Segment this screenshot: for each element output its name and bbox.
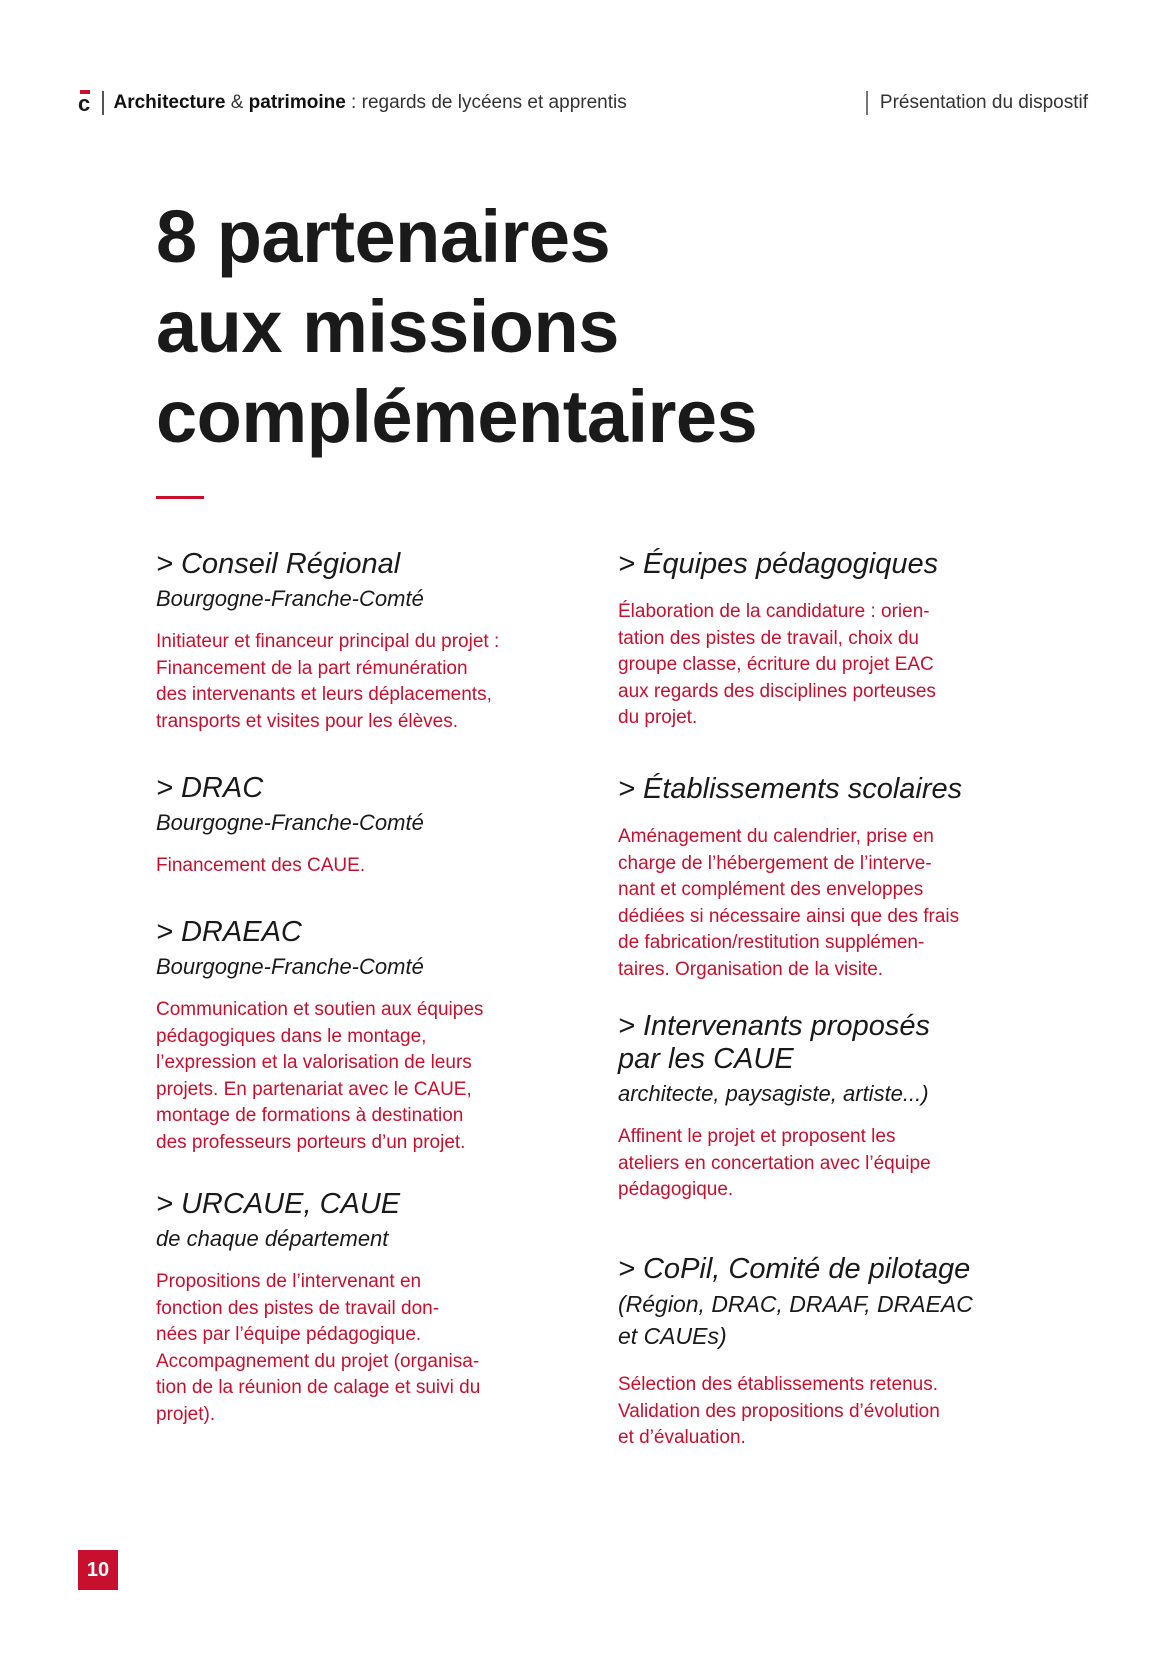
right-column (618, 548, 1038, 1452)
partner-drac (156, 772, 576, 916)
title-rest: : regards de lycéens et apprentis (345, 92, 627, 113)
title-accent-rule (156, 496, 204, 499)
title-bold-patrimoine: patrimoine (248, 92, 346, 113)
partner-etablissements-scolaires (618, 773, 1038, 1010)
left-column (156, 548, 576, 1428)
partner-heading: > Équipes pédagogiques (618, 548, 939, 580)
page-title (156, 192, 956, 462)
partner-description: Aménagement du calendrier, prise en charge de l’hébergement de l’interve- nant et complément des enveloppes dédiées si nécessaire ainsi que des frais de fabrication/restitution supplémen- taires. Organisation de la visite. (618, 826, 960, 980)
page-number: 10 (78, 1550, 118, 1590)
partner-heading: > CoPil, Comité de pilotage (618, 1253, 971, 1285)
partner-copil (618, 1253, 1038, 1452)
partner-urcaue-caue (156, 1188, 576, 1428)
partner-description: Financement des CAUE. (156, 855, 366, 876)
header-left (78, 88, 627, 118)
partner-description: Communication et soutien aux équipes pédagogiques dans le montage, l’expression et la valorisation de leurs projets. En partenariat avec le CAUE, montage de formations à destination des professeurs porteurs d’un projet. (156, 999, 484, 1153)
caue-logo-icon: c (78, 91, 91, 116)
page-header (78, 88, 1088, 118)
partner-subheading: architecte, paysagiste, artiste...) (618, 1081, 929, 1106)
partner-heading: > Établissements scolaires (618, 773, 963, 805)
partner-subheading: (Région, DRAC, DRAAF, DRAEAC et CAUEs) (618, 1291, 973, 1349)
partner-description: Propositions de l’intervenant en fonction des pistes de travail don- nées par l’équipe pédagogique. Accompagnement du projet (organisa- tion de la réunion de calage et suivi du projet). (156, 1271, 481, 1425)
partner-draeac (156, 916, 576, 1188)
partner-description: Sélection des établissements retenus. Validation des propositions d’évolution et d’évaluation. (618, 1374, 940, 1448)
page-title-line-1: 8 partenaires (156, 195, 611, 278)
partner-description: Affinent le projet et proposent les ateliers en concertation avec l’équipe pédagogique. (618, 1126, 931, 1200)
header-right (866, 88, 1088, 118)
section-name: Présentation du dispostif (879, 92, 1088, 113)
partner-subheading: Bourgogne-Franche-Comté (156, 586, 424, 611)
publication-title (114, 92, 627, 114)
partner-description: Initiateur et financeur principal du projet : Financement de la part rémunération des intervenants et leurs déplacements, transports et visites pour les élèves. (156, 631, 500, 732)
partner-subheading: Bourgogne-Franche-Comté (156, 954, 424, 979)
partner-equipes-pedagogiques (618, 548, 1038, 773)
partner-subheading: Bourgogne-Franche-Comté (156, 810, 424, 835)
partner-description: Élaboration de la candidature : orien- tation des pistes de travail, choix du groupe classe, écriture du projet EAC aux regards des disciplines porteuses du projet. (618, 601, 936, 728)
partner-heading: > URCAUE, CAUE (156, 1188, 401, 1220)
partner-intervenants (618, 1010, 1038, 1253)
header-divider (102, 91, 104, 115)
title-bold-architecture: Architecture (113, 92, 226, 113)
partner-heading: > DRAEAC (156, 916, 302, 948)
page-title-line-3: complémentaires (156, 375, 758, 458)
partner-heading: > DRAC (156, 772, 264, 804)
section-divider (866, 91, 868, 115)
page-title-line-2: aux missions (156, 285, 619, 368)
partner-heading: > Intervenants proposés par les CAUE (618, 1010, 930, 1075)
partner-heading: > Conseil Régional (156, 548, 401, 580)
partner-conseil-regional (156, 548, 576, 772)
title-amp: & (225, 92, 249, 113)
partner-subheading: de chaque département (156, 1226, 389, 1251)
